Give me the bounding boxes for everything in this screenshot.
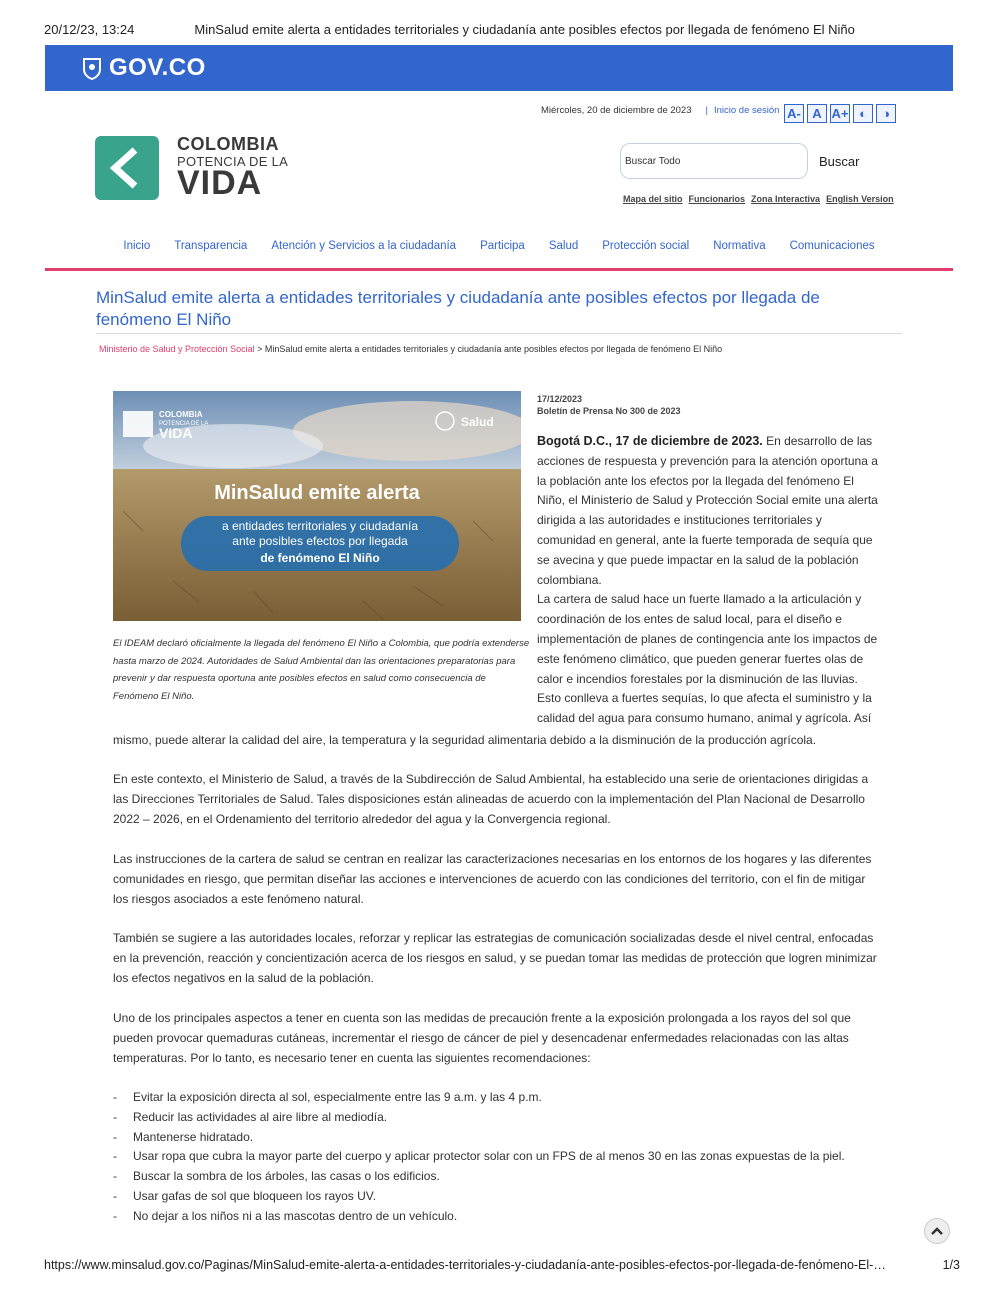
page-url: https://www.minsalud.gov.co/Paginas/MinSalud-emite-alerta-a-entidades-territoriales-y-ciudadanía-ante-posibles-efectos-por-llegada-de-fenómeno-El-… [44,1258,886,1272]
lead-text-2: La cartera de salud hace un fuerte llamado a la articulación y coordinación de los entes de salud local, para el diseño e implementación de planes de contingencia ante los impactos de este fenómeno climático, que pueden generar fuertes olas de calor e incendios forestales por la disminución de las lluvias. Esto conlleva a fuertes sequías, lo que afecta el suministro y la calidad del agua para consumo humano, animal y agrícola. Así [537,592,878,726]
accessibility-toolbar [784,104,896,123]
list-item-text: No dejar a los niños ni a las mascotas dentro de un vehículo. [133,1208,458,1223]
nav-item-proteccion-social[interactable]: Protección social [602,240,690,252]
breadcrumb [99,344,722,354]
site-links [623,194,894,204]
list-item-text: Buscar la sombra de los árboles, las casas o los edificios. [133,1169,440,1184]
list-item [113,1088,883,1108]
paragraph-3: También se sugiere a las autoridades locales, reforzar y replicar las estrategias de comunicación socializadas desde el nivel central, enfocadas en la prevención, reacción y concientización acerca de los riesgos en salud, y se puedan tomar las medidas de protección que logren minimizar los efectos negativos en la salud de la población. [113,931,877,985]
gov-bar[interactable] [45,45,953,91]
print-title: MinSalud emite alerta a entidades territoriales y ciudadanía ante posibles efectos por llegada de fenómeno El Niño [194,22,855,37]
separator: | [705,105,708,116]
hero-salud-label: Salud [461,415,494,429]
sitemap-link[interactable]: Mapa del sitio [623,194,683,204]
nav-divider [45,268,953,271]
nav-item-normativa[interactable]: Normativa [713,240,766,252]
list-item-text: Usar ropa que cubra la mayor parte del cuerpo y aplicar protector solar con un FPS de al menos 30 en las zonas expuestas de la piel. [133,1149,845,1164]
article-lead [537,432,882,729]
paragraph-2: Las instrucciones de la cartera de salud se centran en realizar las caracterizaciones necesarias en los entornos de los hogares y las diferentes comunidades en riesgo, que permitan diseñar las acciones e intervenciones de acuerdo con las condiciones del territorio, con el fin de mitigar los riesgos asociados a este fenómeno natural. [113,852,872,906]
article-date: 17/12/2023 [537,394,583,404]
hero-image [113,391,521,621]
paragraph-4: Uno de los principales aspectos a tener en cuenta son las medidas de precaución frente a la exposición prolongada a los rayos del sol que pueden provocar quemaduras cutáneas, incrementar el riesgo de cáncer de piel y desencadenar enfermedades relacionadas con las altas temperaturas. Por lo tanto, es necesario tener en cuenta las siguientes recomendaciones: [113,1011,851,1065]
list-item-text: Evitar la exposición directa al sol, especialmente entre las 9 a.m. y las 4 p.m. [133,1090,542,1104]
paragraph-1: En este contexto, el Ministerio de Salud, a través de la Subdirección de Salud Ambiental, ha establecido una serie de orientaciones dirigidas a las Direcciones Territoriales de Salud. Tales disposiciones están alineadas de acuerdo con la implementación del Plan Nacional de Desarrollo 2022 – 2026, en el Ordenamiento del territorio alrededor del agua y la Convergencia regional. [113,772,869,826]
english-version-link[interactable]: English Version [826,194,894,204]
search-input[interactable]: Buscar Todo [620,143,808,179]
nav-item-participa[interactable]: Participa [480,240,525,252]
page-title: MinSalud emite alerta a entidades territoriales y ciudadanía ante posibles efectos por llegada de fenómeno El Niño [96,288,820,329]
article-meta [537,393,681,417]
search-button[interactable]: Buscar [819,154,860,169]
list-dash: - [113,1090,117,1104]
list-item [113,1147,883,1167]
main-nav [45,240,953,252]
hero-banner-graphic [113,391,521,621]
hero-logo-line-2: POTENCIA DE LA [159,421,209,427]
recommendations-list [113,1088,883,1227]
image-caption: El IDEAM declaró oficialmente la llegada del fenómeno El Niño a Colombia, que podría extenderse hasta marzo de 2024. Autoridades de Salud Ambiental dan las orientaciones preparatorias para prevenir y dar respuesta oportuna ante posibles efectos en salud como consecuencia de Fenómeno El Niño. [113,638,530,702]
increase-font-button[interactable]: A+ [831,106,849,121]
hero-headline: MinSalud emite alerta [214,482,420,504]
list-item [113,1108,883,1128]
list-dash: - [113,1208,117,1223]
list-item [113,1128,883,1148]
hero-logo-line-1: COLOMBIA [159,410,203,419]
top-info-bar [541,105,779,116]
list-item-text: Usar gafas de sol que bloqueen los rayos UV. [133,1188,377,1203]
page-number: 1/3 [942,1258,960,1272]
list-dash: - [113,1129,117,1144]
contrast-icon[interactable]: ◐ [853,104,873,123]
nav-item-comunicaciones[interactable]: Comunicaciones [789,240,875,252]
logo-line-1: COLOMBIA [177,134,279,154]
nav-item-salud[interactable]: Salud [548,240,579,252]
list-dash: - [113,1109,117,1124]
scroll-to-top-button[interactable] [924,1218,950,1244]
print-header [44,22,956,37]
interactive-zone-link[interactable]: Zona Interactiva [751,194,821,204]
reset-font-button[interactable]: A [807,104,827,123]
hero-sub-2: ante posibles efectos por llegada [232,534,408,548]
colombia-shield-icon [81,56,103,80]
hero-logo-line-3: VIDA [159,425,193,441]
logo-line-3: VIDA [177,164,263,202]
lead-continuation: mismo, puede alterar la calidad del aire, la temperatura y la seguridad alimentaria debido a la disminución de la producción agrícola. [113,733,817,747]
lead-dateline: Bogotá D.C., 17 de diciembre de 2023. [537,434,763,448]
list-item [113,1207,883,1227]
list-dash: - [113,1149,117,1164]
title-divider [96,333,902,334]
colombia-potencia-logo-icon [95,136,159,200]
decrease-font-button[interactable]: A- [784,104,804,123]
login-link[interactable]: Inicio de sesión [713,105,780,116]
breadcrumb-home-link[interactable]: Ministerio de Salud y Protección Social [99,344,255,354]
breadcrumb-current: MinSalud emite alerta a entidades territoriales y ciudadanía ante posibles efectos por llegada de fenómeno El Niño [264,344,723,354]
invert-contrast-icon[interactable]: ◑ [876,104,896,123]
current-date: Miércoles, 20 de diciembre de 2023 [541,105,692,116]
print-footer [44,1258,960,1272]
breadcrumb-separator: > [254,344,265,354]
chevron-up-icon [930,1226,944,1236]
hero-sub-1: a entidades territoriales y ciudadanía [221,519,419,533]
nav-item-inicio[interactable]: Inicio [123,240,151,252]
bulletin-number: Boletín de Prensa No 300 de 2023 [537,406,681,416]
list-dash: - [113,1169,117,1184]
list-item [113,1187,883,1207]
list-dash: - [113,1188,117,1203]
site-logo[interactable] [95,132,295,204]
hero-sub-3: de fenómeno El Niño [260,551,380,565]
list-item [113,1167,883,1187]
list-item-text: Reducir las actividades al aire libre al mediodía. [133,1109,388,1124]
nav-item-transparencia[interactable]: Transparencia [174,240,248,252]
staff-link[interactable]: Funcionarios [688,194,746,204]
logo-line-2: POTENCIA DE LA [177,154,289,169]
list-item-text: Mantenerse hidratado. [133,1129,254,1144]
print-datetime: 20/12/23, 13:24 [44,22,135,37]
nav-item-atencion[interactable]: Atención y Servicios a la ciudadanía [271,240,457,252]
gov-co-logo-text: GOV.CO [109,54,206,81]
lead-text: En desarrollo de las acciones de respuesta y prevención para la atención oportuna a la población ante los efectos por la llegada del fenómeno El Niño, el Ministerio de Salud y Protección Social emite una alerta dirigida a las autoridades e instituciones territoriales y comunidad en general, ante la fuerte temporada de sequía que se avecina y que puede impactar en la salud de la población colombiana. [537,434,878,587]
